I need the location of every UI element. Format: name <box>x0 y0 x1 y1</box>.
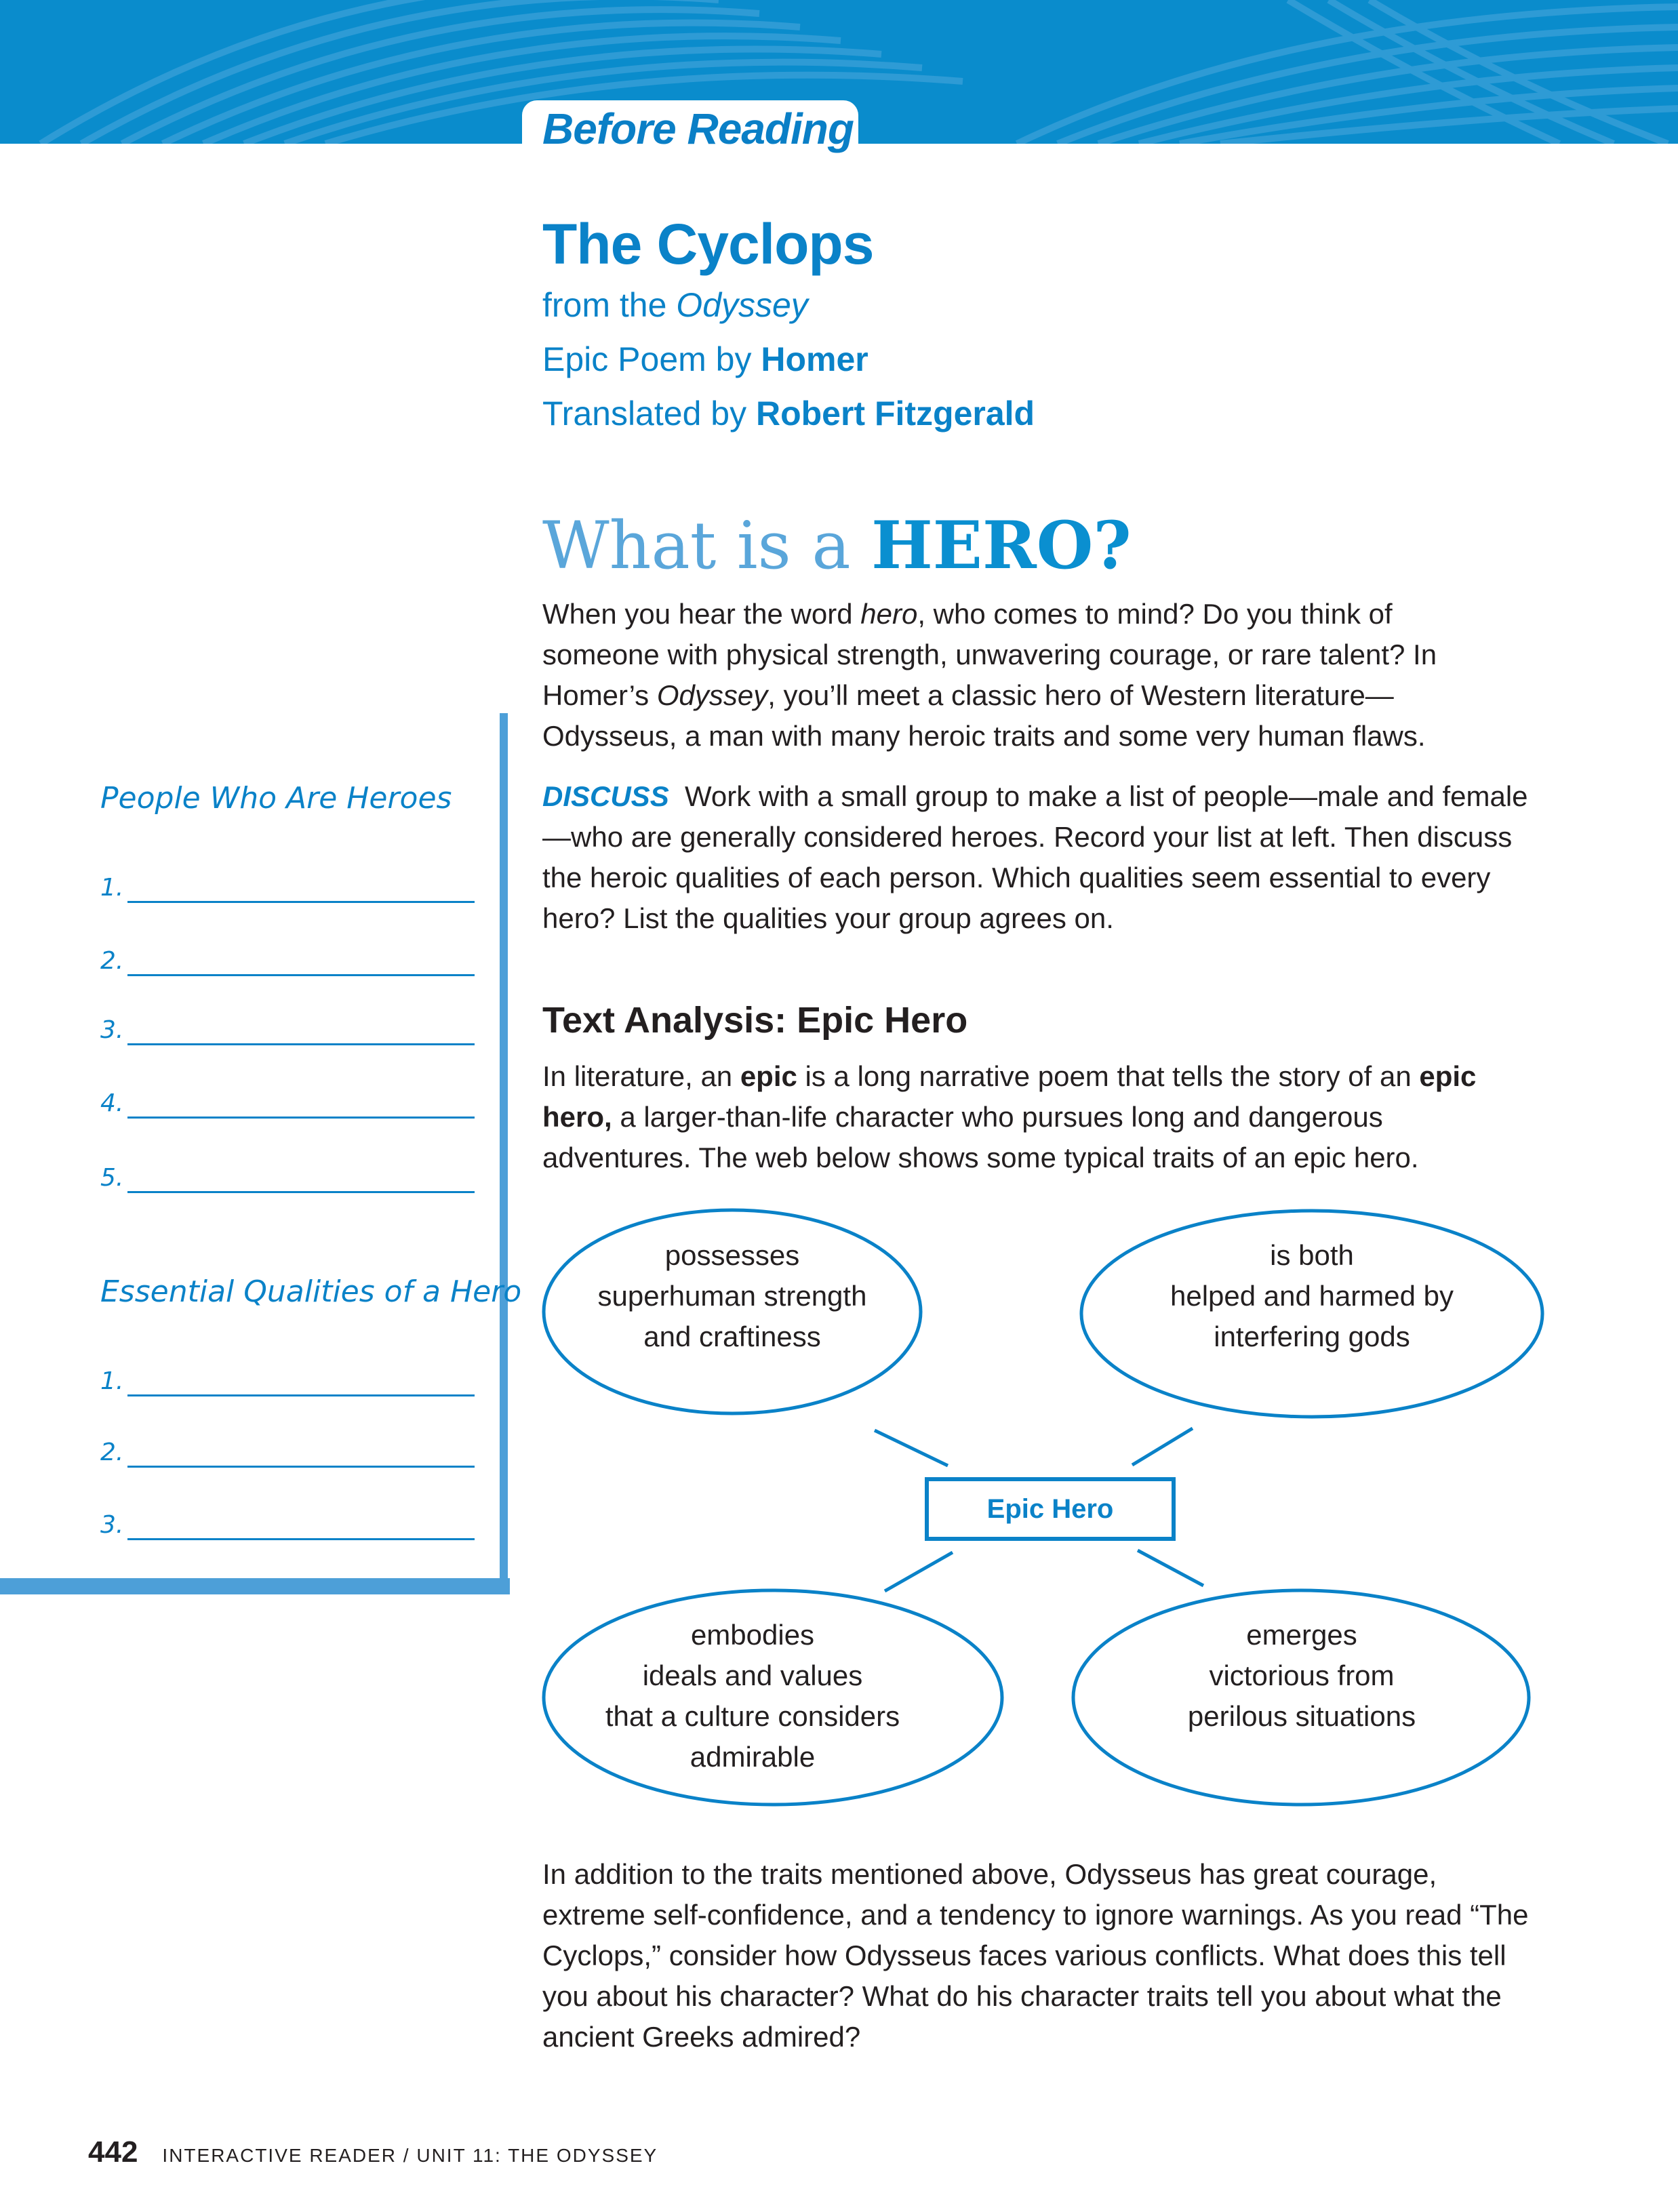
intro-italic: Odyssey <box>656 679 768 711</box>
closing-text: In addition to the traits mentioned above, Odysseus has great courage, extreme self-confidence, and a tendency to ignore warnings. As you read “The Cyclops,” consider how Odysseus faces various conflicts. What does this tell you about his character? What do his character traits tell you about what the ancient Greeks admired? <box>542 1858 1529 2053</box>
line-number: 2. <box>100 947 124 975</box>
trait-line: helped and harmed by <box>1170 1280 1454 1312</box>
heading-bold-part: HERO? <box>871 507 1132 584</box>
discuss-label: DISCUSS <box>542 780 669 812</box>
trait-line: possesses <box>664 1239 800 1271</box>
center-node-label: Epic Hero <box>986 1494 1114 1524</box>
people-heroes-heading: People Who Are Heroes <box>100 781 452 816</box>
trait-node-3 <box>583 1615 922 1777</box>
closing-paragraph <box>542 1854 1546 2057</box>
analysis-text: a larger-than-life character who pursues long and dangerous adventures. The web below shows some typical traits of an epic hero. <box>542 1101 1419 1173</box>
analysis-text: In literature, an <box>542 1060 740 1092</box>
connector-line <box>885 1552 953 1591</box>
trait-node-2 <box>1142 1235 1481 1357</box>
line-number: 3. <box>100 1016 124 1044</box>
trait-line: victorious from <box>1209 1660 1395 1691</box>
trait-node-4 <box>1132 1615 1471 1737</box>
page-number: 442 <box>88 2135 138 2169</box>
before-reading-label: Before Reading <box>542 104 854 153</box>
line-number: 1. <box>100 874 124 902</box>
intro-text: , you’ll meet a classic hero of Western literature—Odysseus, a man with many heroic traits and some very human flaws. <box>542 679 1426 752</box>
essential-qualities-heading: Essential Qualities of a Hero <box>100 1274 522 1309</box>
term-epic-hero: epic hero, <box>542 1060 1477 1133</box>
trait-line: perilous situations <box>1187 1700 1416 1732</box>
trait-line: superhuman strength <box>597 1280 867 1312</box>
trait-line: that a culture considers <box>605 1700 900 1732</box>
genre-prefix: Epic Poem by <box>542 340 761 378</box>
line-number: 5. <box>100 1164 124 1192</box>
analysis-text: is a long narrative poem that tells the story of an <box>797 1060 1420 1092</box>
trait-line: admirable <box>690 1741 816 1773</box>
trait-line: and craftiness <box>643 1321 821 1352</box>
intro-italic: hero <box>860 598 918 630</box>
trait-line: embodies <box>690 1619 815 1651</box>
trait-line: emerges <box>1246 1619 1357 1651</box>
discuss-text: Work with a small group to make a list of people—male and female—who are generally considered heroes. Record your list at left. Then discuss the heroic qualities of each person. Which qualities seem essential to every hero? List the qualities your group agrees on. <box>542 780 1528 934</box>
connector-line <box>1138 1550 1203 1586</box>
intro-text: , who comes to mind? Do you think of someone with physical strength, unwavering courage, or rare talent? In Homer’s <box>542 598 1437 711</box>
page-footer <box>88 2135 658 2173</box>
trait-node-1 <box>597 1235 868 1357</box>
source-prefix: from the <box>542 286 677 324</box>
selection-title: The Cyclops <box>542 212 874 276</box>
source-work: Odyssey <box>676 286 808 324</box>
trait-line: interfering gods <box>1214 1321 1410 1352</box>
connector-line <box>1132 1428 1193 1465</box>
line-number: 3. <box>100 1511 124 1539</box>
line-number: 4. <box>100 1089 124 1117</box>
intro-text: When you hear the word <box>542 598 861 630</box>
text-analysis-heading: Text Analysis: Epic Hero <box>542 1000 968 1041</box>
trait-line: is both <box>1270 1239 1354 1271</box>
author-name: Homer <box>761 340 868 378</box>
running-head: INTERACTIVE READER / UNIT 11: THE ODYSSEY <box>162 2145 658 2166</box>
term-epic: epic <box>740 1060 797 1092</box>
line-number: 1. <box>100 1367 124 1395</box>
connector-line <box>875 1430 948 1466</box>
trait-line: ideals and values <box>642 1660 863 1691</box>
line-number: 2. <box>100 1439 124 1466</box>
translator-prefix: Translated by <box>542 395 756 433</box>
translator-name: Robert Fitzgerald <box>755 395 1035 433</box>
heading-light-part: What is a <box>542 508 872 584</box>
